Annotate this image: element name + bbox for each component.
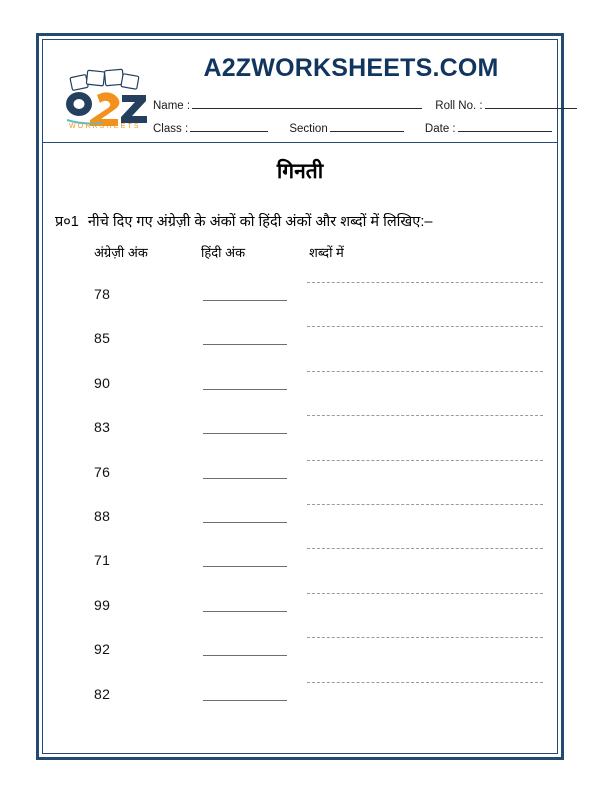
a2z-worksheets-logo[interactable] — [61, 68, 153, 130]
hindi-numeral-answer-blank[interactable] — [203, 522, 287, 523]
english-numeral: 99 — [94, 596, 111, 613]
site-title: A2ZWORKSHEETS.COM — [203, 54, 499, 82]
roll-no-label: Roll No. : — [435, 100, 483, 112]
class-label: Class : — [153, 123, 189, 135]
hindi-numeral-answer-blank[interactable] — [203, 433, 287, 434]
table-row — [43, 456, 557, 500]
table-row — [43, 278, 557, 322]
table-row — [43, 367, 557, 411]
hindi-numeral-answer-blank[interactable] — [203, 344, 287, 345]
hindi-numeral-answer-blank[interactable] — [203, 566, 287, 567]
words-answer-blank[interactable] — [307, 371, 543, 372]
english-numeral: 82 — [94, 685, 111, 702]
table-row — [43, 500, 557, 544]
words-answer-blank[interactable] — [307, 415, 543, 416]
words-answer-blank[interactable] — [307, 637, 543, 638]
english-numeral: 85 — [94, 330, 111, 347]
name-field[interactable] — [153, 97, 424, 112]
table-row — [43, 411, 557, 455]
worksheet-page-inner-border — [42, 39, 558, 754]
table-row — [43, 633, 557, 677]
column-header-english-numerals: अंग्रेज़ी अंक — [94, 245, 148, 260]
page-title: गिनती — [276, 160, 324, 183]
student-fields-row-2 — [153, 120, 547, 135]
hindi-numeral-answer-blank[interactable] — [203, 700, 287, 701]
hindi-numeral-answer-blank[interactable] — [203, 611, 287, 612]
table-row — [43, 322, 557, 366]
english-numeral: 83 — [94, 419, 111, 436]
worksheet-page — [36, 33, 564, 760]
english-numeral: 92 — [94, 641, 111, 658]
date-input-rule[interactable] — [458, 120, 552, 132]
words-answer-blank[interactable] — [307, 682, 543, 683]
english-numeral: 88 — [94, 507, 111, 524]
column-headers — [43, 243, 557, 263]
name-input-rule[interactable] — [192, 97, 422, 109]
question-prompt — [55, 211, 547, 231]
student-fields-row-1 — [153, 97, 547, 112]
section-input-rule[interactable] — [330, 120, 404, 132]
question-text: नीचे दिए गए अंग्रेज़ी के अंकों को हिंदी अंकों और शब्दों में लिखिए:– — [87, 214, 433, 230]
question-number: प्र०1 — [55, 214, 79, 230]
table-row — [43, 678, 557, 722]
name-label: Name : — [153, 100, 191, 112]
words-answer-blank[interactable] — [307, 326, 543, 327]
english-numeral: 78 — [94, 286, 111, 302]
hindi-numeral-answer-blank[interactable] — [203, 478, 287, 479]
hindi-numeral-answer-blank[interactable] — [203, 655, 287, 656]
english-numeral: 71 — [94, 552, 111, 569]
section-label: Section — [289, 123, 328, 135]
svg-text:WORKSHEETS: WORKSHEETS — [69, 123, 141, 130]
class-input-rule[interactable] — [190, 120, 268, 132]
worksheet-header — [43, 40, 557, 143]
table-row — [43, 589, 557, 633]
words-answer-blank[interactable] — [307, 593, 543, 594]
roll-no-field[interactable] — [435, 97, 578, 112]
hindi-numeral-answer-blank[interactable] — [203, 389, 287, 390]
exercise-rows — [43, 278, 557, 722]
date-field[interactable] — [425, 120, 554, 135]
words-answer-blank[interactable] — [307, 548, 543, 549]
date-label: Date : — [424, 123, 456, 135]
section-field[interactable] — [289, 120, 405, 135]
roll-no-input-rule[interactable] — [485, 97, 577, 109]
english-numeral: 76 — [94, 463, 111, 480]
words-answer-blank[interactable] — [307, 504, 543, 505]
words-answer-blank[interactable] — [307, 460, 543, 461]
hindi-numeral-answer-blank[interactable] — [203, 300, 287, 301]
class-field[interactable] — [153, 120, 270, 135]
english-numeral: 90 — [94, 374, 111, 391]
column-header-hindi-numerals: हिंदी अंक — [201, 245, 246, 260]
table-row — [43, 544, 557, 588]
column-header-in-words: शब्दों में — [309, 245, 344, 260]
words-answer-blank[interactable] — [307, 282, 543, 283]
